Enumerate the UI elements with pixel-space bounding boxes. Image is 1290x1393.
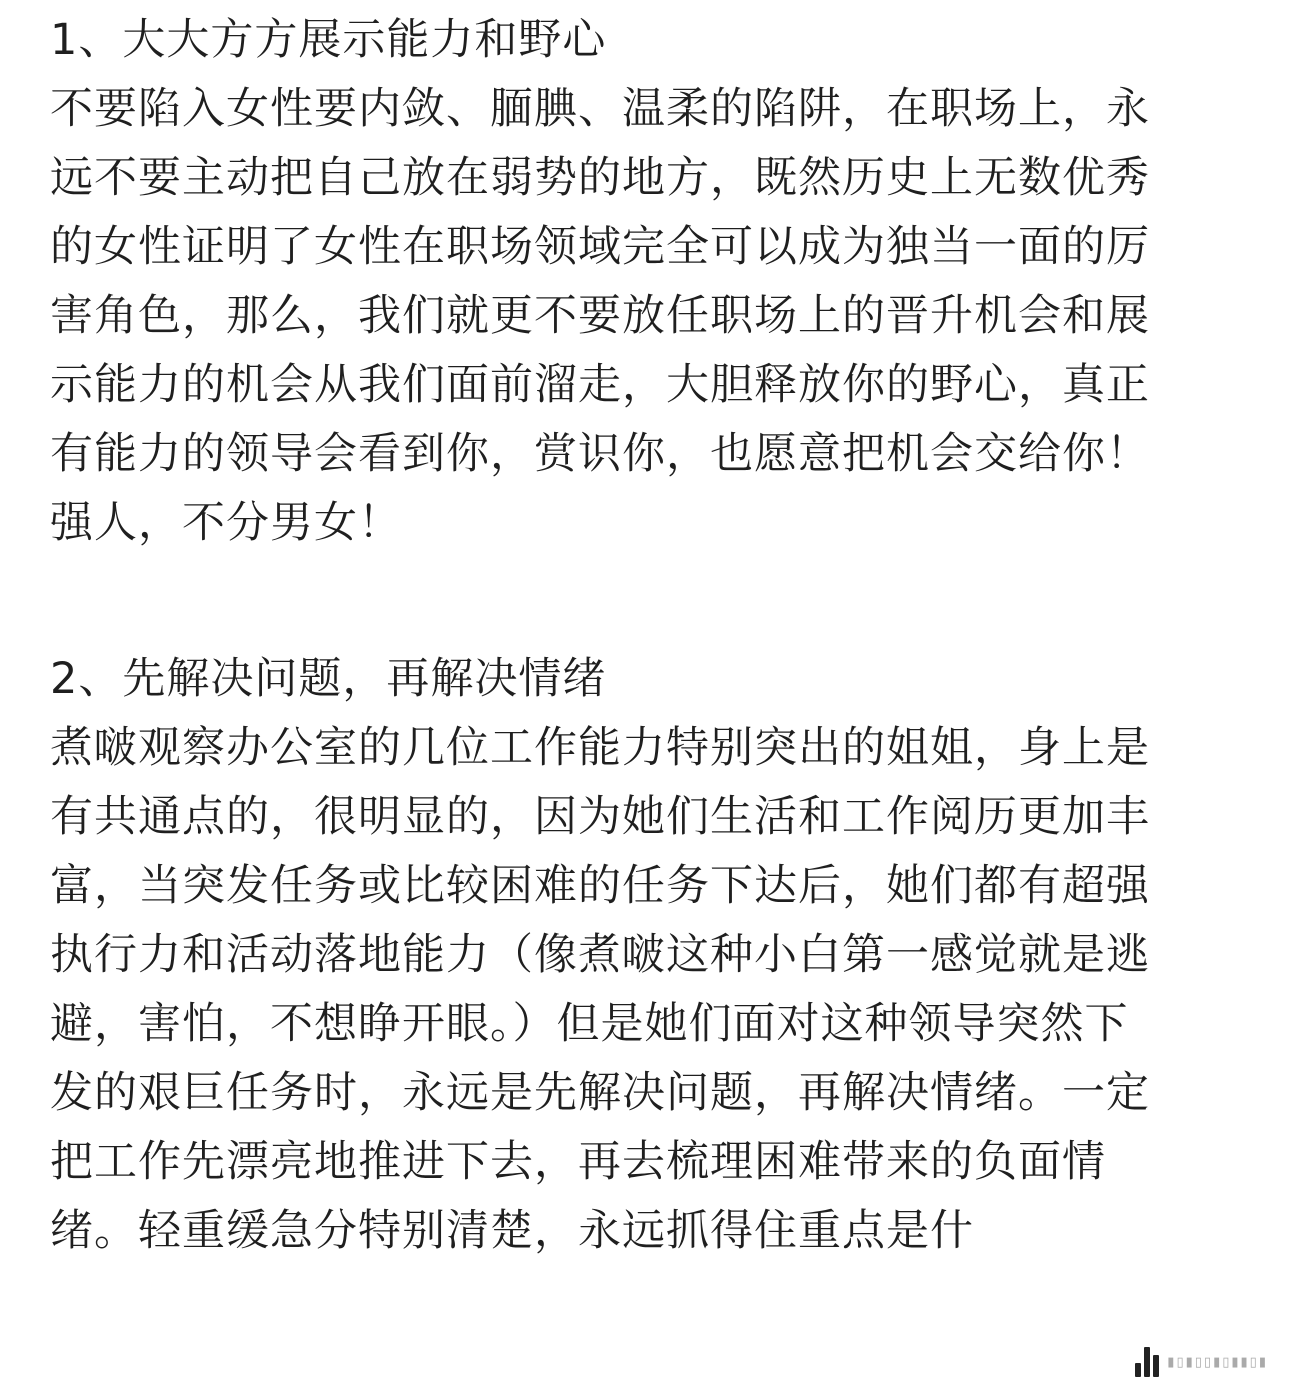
section-1-line-1: 不要陷入女性要内敛、腼腆、温柔的陷阱，在职场上，永 xyxy=(50,84,1150,134)
section-1-line-3: 的女性证明了女性在职场领域完全可以成为独当一面的厉 xyxy=(50,222,1150,272)
section-2-line-2: 有共通点的，很明显的，因为她们生活和工作阅历更加丰 xyxy=(50,792,1150,842)
section-1-line-4: 害角色，那么，我们就更不要放任职场上的晋升机会和展 xyxy=(50,291,1150,341)
section-2-line-7: 把工作先漂亮地推进下去，再去梳理困难带来的负面情 xyxy=(50,1137,1106,1187)
section-2-line-8: 绪。轻重缓急分特别清楚，永远抓得住重点是什 xyxy=(50,1206,974,1256)
section-1-line-7: 强人，不分男女！ xyxy=(50,498,402,548)
section-1-line-2: 远不要主动把自己放在弱势的地方，既然历史上无数优秀 xyxy=(50,153,1150,203)
section-2-line-1: 煮啵观察办公室的几位工作能力特别突出的姐姐，身上是 xyxy=(50,723,1150,773)
section-2-line-3: 富，当突发任务或比较困难的任务下达后，她们都有超强 xyxy=(50,861,1150,911)
watermark xyxy=(1127,1343,1276,1381)
section-2-line-6: 发的艰巨任务时，永远是先解决问题，再解决情绪。一定 xyxy=(50,1068,1150,1118)
section-divider xyxy=(50,558,1250,645)
section-2-line-4: 执行力和活动落地能力（像煮啵这种小白第一感觉就是逃 xyxy=(50,930,1150,980)
article-body xyxy=(50,0,1250,1266)
section-1-line-5: 示能力的机会从我们面前溜走，大胆释放你的野心，真正 xyxy=(50,360,1150,410)
section-1-line-6: 有能力的领导会看到你，赏识你，也愿意把机会交给你！ xyxy=(50,429,1150,479)
watermark-text: ▮▯▮▯▯▮▯▮▮▯▮ xyxy=(1167,1354,1268,1370)
section-2-line-5: 避，害怕，不想睁开眼。）但是她们面对这种领导突然下 xyxy=(50,999,1129,1049)
watermark-logo-icon xyxy=(1135,1347,1161,1377)
section-2-heading: 2、先解决问题，再解决情绪 xyxy=(50,654,607,704)
section-1-heading: 1、大大方方展示能力和野心 xyxy=(50,15,607,65)
